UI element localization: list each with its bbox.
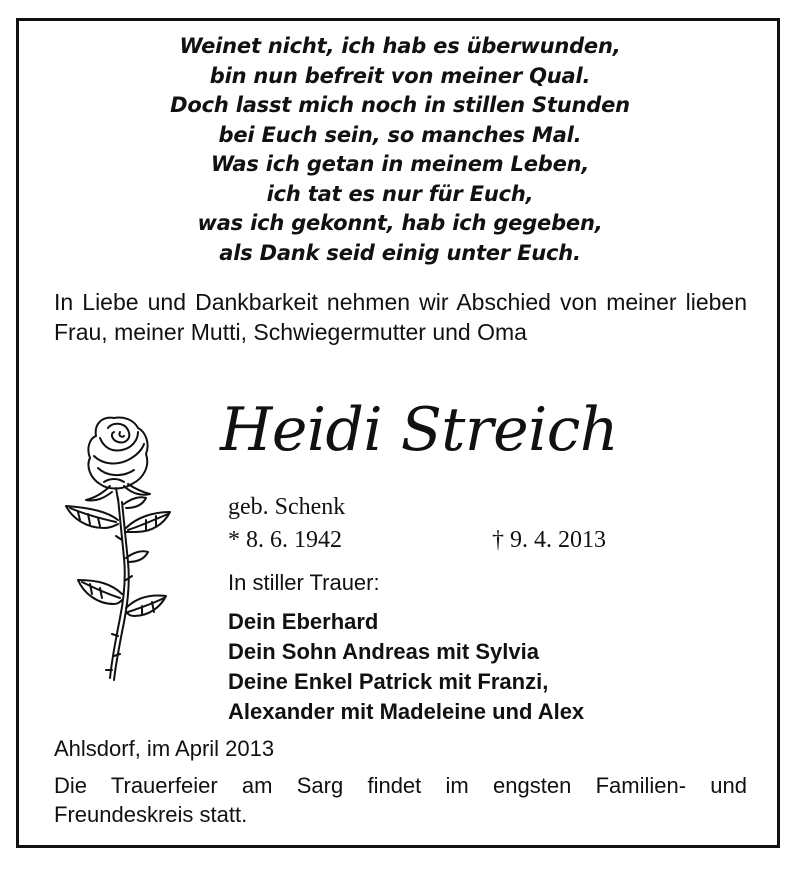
ceremony-notice: Die Trauerfeier am Sarg findet im engsten Familien- und Freundeskreis statt. bbox=[54, 773, 747, 827]
poem-line: als Dank seid einig unter Euch. bbox=[219, 240, 581, 265]
poem bbox=[0, 32, 800, 268]
death-date: † 9. 4. 2013 bbox=[492, 527, 606, 553]
rose-icon bbox=[52, 408, 180, 690]
born-name: geb. Schenk bbox=[228, 494, 346, 520]
place-and-date: Ahlsdorf, im April 2013 bbox=[54, 736, 275, 761]
poem-line: was ich gekonnt, hab ich gegeben, bbox=[197, 211, 603, 235]
mourning-label: In stiller Trauer: bbox=[228, 570, 380, 595]
poem-line: Doch lasst mich noch in stillen Stunden bbox=[170, 93, 630, 117]
poem-line: bin nun befreit von meiner Qual. bbox=[209, 63, 591, 88]
birth-date: * 8. 6. 1942 bbox=[228, 527, 342, 553]
poem-line: bei Euch sein, so manches Mal. bbox=[218, 122, 582, 147]
mourner-line: Alexander mit Madeleine und Alex bbox=[228, 699, 585, 724]
poem-line: Weinet nicht, ich hab es überwunden, bbox=[179, 34, 621, 58]
mourner-line: Deine Enkel Patrick mit Franzi, bbox=[228, 669, 549, 694]
mourner-line: Dein Eberhard bbox=[228, 609, 379, 634]
poem-line: ich tat es nur für Euch, bbox=[266, 181, 534, 206]
farewell-intro: In Liebe und Dankbarkeit nehmen wir Abschied von meiner lieben Frau, meiner Mutti, Schwiegermutter und Oma bbox=[54, 289, 747, 345]
poem-line: Was ich getan in meinem Leben, bbox=[210, 152, 590, 176]
mourner-line: Dein Sohn Andreas mit Sylvia bbox=[228, 639, 539, 664]
mourners-list bbox=[228, 607, 584, 727]
deceased-name: Heidi Streich bbox=[220, 395, 619, 465]
